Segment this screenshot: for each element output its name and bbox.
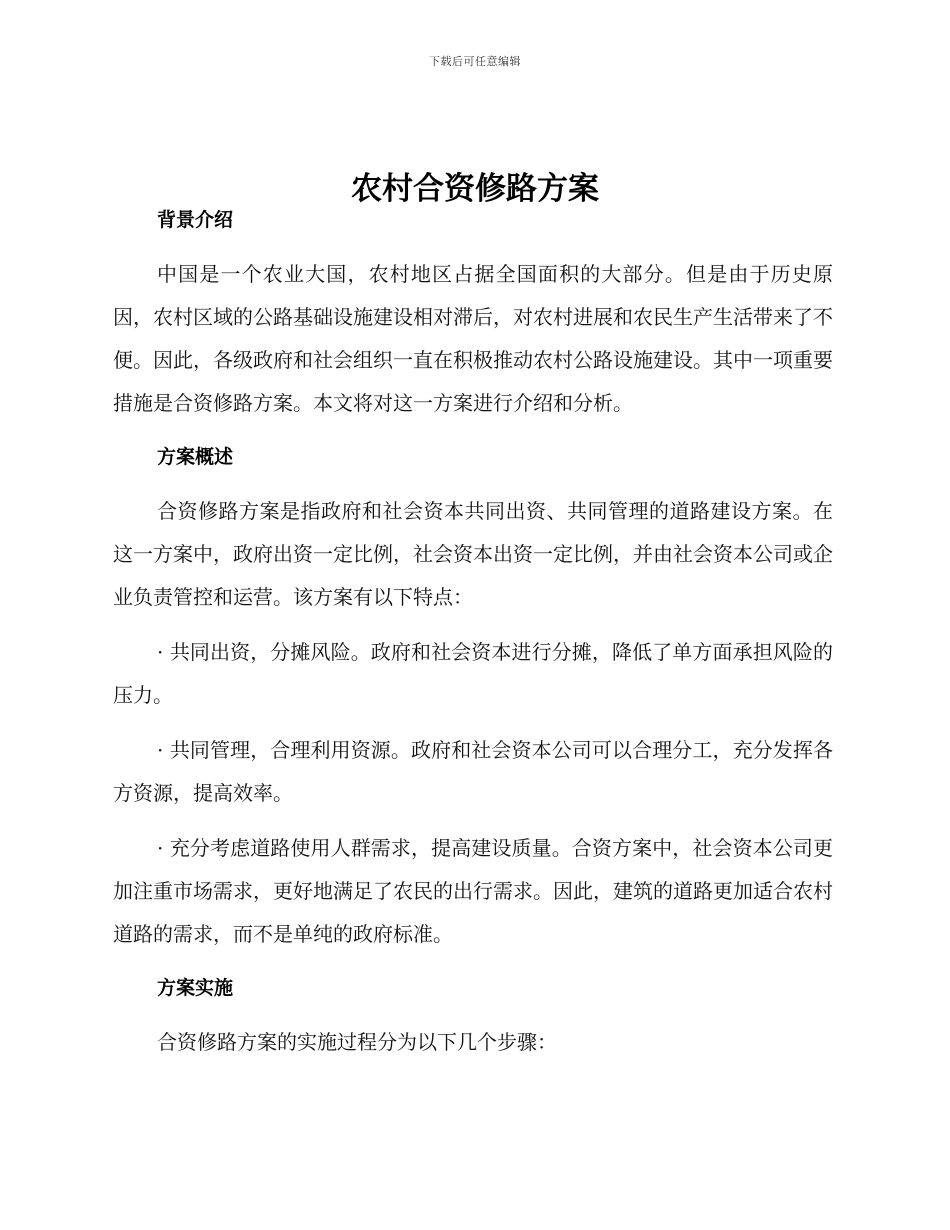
paragraph-overview: 合资修路方案是指政府和社会资本共同出资、共同管理的道路建设方案。在这一方案中，政府出资一定比例，社会资本出资一定比例，并由社会资本公司或企业负责管控和运营。该方案有以下特点： [113, 499, 833, 609]
section-heading-implementation: 方案实施 [157, 977, 234, 999]
paragraph-implementation: 合资修路方案的实施过程分为以下几个步骤： [157, 1030, 557, 1054]
paragraph-background: 中国是一个农业大国，农村地区占据全国面积的大部分。但是由于历史原因，农村区域的公路基础设施建设相对滞后，对农村进展和农民生产生活带来了不便。因此，各级政府和社会组织一直在积极推动农村公路设施建设。其中一项重要措施是合资修路方案。本文将对这一方案进行介绍和分析。 [113, 262, 833, 415]
document-body [113, 200, 833, 1064]
document-title: 农村合资修路方案 [351, 170, 599, 207]
section-heading-background: 背景介绍 [157, 209, 234, 231]
bullet-item-shared-management: · 共同管理，合理利用资源。政府和社会资本公司可以合理分工，充分发挥各方资源，提高效率。 [113, 738, 833, 805]
bullet-item-shared-investment: · 共同出资，分摊风险。政府和社会资本进行分摊，降低了单方面承担风险的压力。 [113, 640, 833, 707]
section-heading-overview: 方案概述 [157, 446, 234, 468]
bullet-item-user-needs: · 充分考虑道路使用人群需求，提高建设质量。合资方案中，社会资本公司更加注重市场需求，更好地满足了农民的出行需求。因此，建筑的道路更加适合农村道路的需求，而不是单纯的政府标准。 [113, 836, 833, 946]
header-note: 下载后可任意编辑 [429, 55, 521, 68]
